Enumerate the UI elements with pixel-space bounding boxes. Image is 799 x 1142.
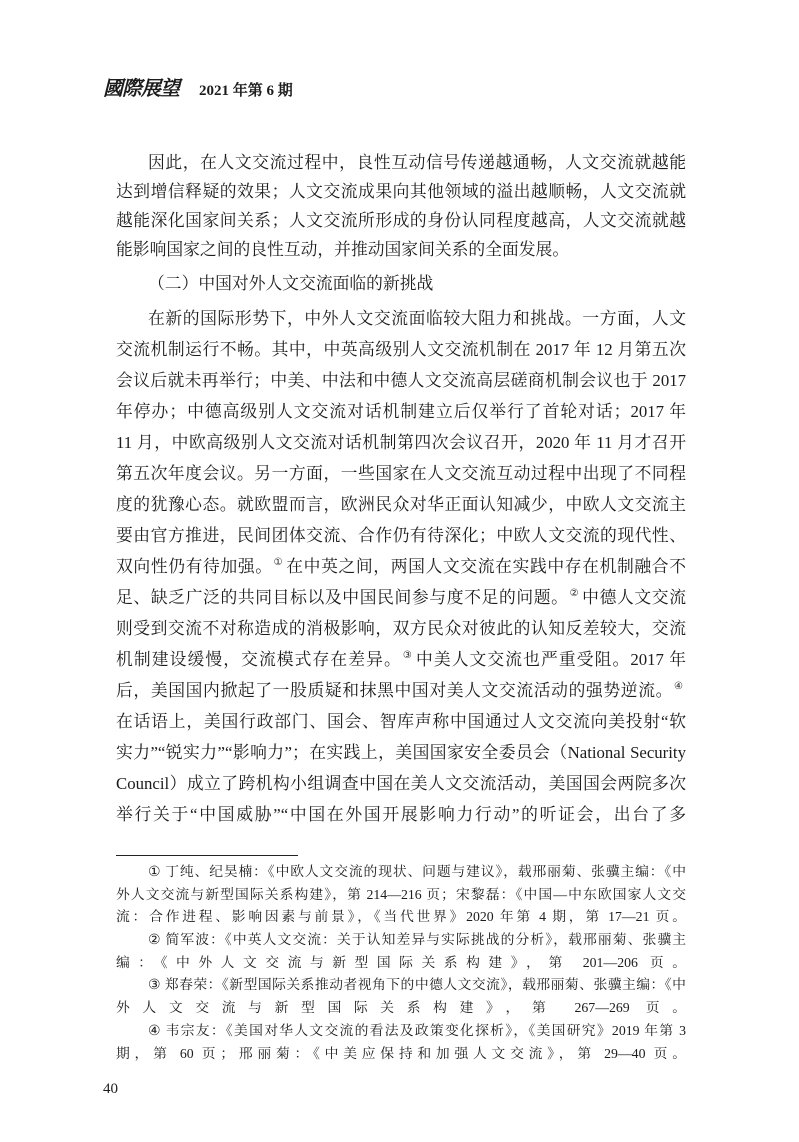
footnote-text: 丁纯、纪昊楠：《中欧人文交流的现状、问题与建议》，载邢丽菊、张骥主编：《中 xyxy=(165,864,686,879)
footnote-line: 期，第 60 页；邢丽菊：《中美应保持和加强人文交流》，第 29—40 页。 xyxy=(116,1045,686,1061)
body-line: 在话语上，美国行政部门、国会、智库声称中国通过人文交流向美投射“软 xyxy=(116,712,686,731)
body-line: 因此，在人文交流过程中，良性互动信号传递越通畅，人文交流就越能 xyxy=(148,153,686,172)
issue-label: 2021 年第 6 期 xyxy=(199,83,293,99)
footnote-line xyxy=(116,861,686,884)
line-text: 双向性仍有待加强。 xyxy=(116,557,273,576)
footnote-line: 编：《中外人文交流与新型国际关系构建》，第 201—206 页。 xyxy=(116,954,686,970)
paragraph xyxy=(116,148,686,264)
body-line: 达到增信释疑的效果；人文交流成果向其他领域的溢出越顺畅，人文交流就 xyxy=(116,182,686,201)
page-number: 40 xyxy=(103,1081,118,1097)
line-text: 中美人文交流也严重受阻。2017 年 xyxy=(415,650,686,669)
body-line xyxy=(116,551,686,582)
footnote-line: 外人文交流与新型国际关系构建》，第 214—216 页；宋黎磊：《中国—中东欧国家人文交 xyxy=(116,886,686,902)
body-line: 会议后就未再举行；中美、中法和中德人文交流高层磋商机制会议也于 2017 xyxy=(116,371,686,390)
paragraph xyxy=(116,303,686,830)
body-line: 年停办；中德高级别人文交流对话机制建立后仅举行了首轮对话；2017 年 xyxy=(116,402,686,421)
body-line xyxy=(116,582,686,613)
footnote-line: 流：合作进程、影响因素与前景》，《当代世界》2020 年第 4 期，第 17—21 页。 xyxy=(116,909,686,925)
line-text: 中德人文交流 xyxy=(582,588,686,607)
footnote-ref-marker: ④ xyxy=(674,681,683,693)
footnote xyxy=(116,1020,686,1065)
body-line xyxy=(116,644,686,675)
footnote-ref-marker: ① xyxy=(273,557,284,569)
footnote-marker: ① xyxy=(148,864,162,879)
journal-logo: 國際展望 xyxy=(103,78,179,100)
article-body xyxy=(116,148,686,830)
footnote-line xyxy=(116,974,686,997)
footnote xyxy=(116,861,686,929)
body-line: 举行关于“中国威胁”“中国在外国开展影响力行动”的听证会，出台了多 xyxy=(116,805,686,824)
body-line: Council）成立了跨机构小组调查中国在美人文交流活动，美国国会两院多次 xyxy=(116,774,686,793)
line-text: 足、缺乏广泛的共同目标以及中国民间参与度不足的问题。 xyxy=(116,588,569,607)
footnote-line xyxy=(116,1020,686,1043)
body-line: 交流机制运行不畅。其中，中英高级别人文交流机制在 2017 年 12 月第五次 xyxy=(116,340,686,359)
footnote-text: 简军波：《中英人文交流：关于认知差异与实际挑战的分析》，载邢丽菊、张骥主 xyxy=(165,932,686,948)
body-line: 度的犹豫心态。就欧盟而言，欧洲民众对华正面认知减少，中欧人文交流主 xyxy=(116,495,686,514)
footnote-ref-marker: ③ xyxy=(402,650,413,662)
body-line: 在新的国际形势下，中外人文交流面临较大阻力和挑战。一方面，人文 xyxy=(148,309,686,328)
line-text: 后，美国国内掀起了一股质疑和抹黑中国对美人文交流活动的强势逆流。 xyxy=(116,681,674,700)
line-text: 机制建设缓慢，交流模式存在差异。 xyxy=(116,650,402,669)
line-text: 在中英之间，两国人文交流在实践中存在机制融合不 xyxy=(286,557,686,576)
body-line: 要由官方推进，民间团体交流、合作仍有待深化；中欧人文交流的现代性、 xyxy=(116,526,686,545)
footnote-marker: ③ xyxy=(148,977,161,993)
body-line: 11 月，中欧高级别人文交流对话机制第四次会议召开，2020 年 11 月才召开 xyxy=(116,433,686,452)
running-header xyxy=(103,76,293,102)
section-heading: （二）中国对外人文交流面临的新挑战 xyxy=(148,274,434,293)
body-line xyxy=(116,675,686,706)
footnote xyxy=(116,929,686,974)
footnote xyxy=(116,974,686,1019)
footnote-text: 韦宗友：《美国对华人文交流的看法及政策变化探析》，《美国研究》2019 年第 3 xyxy=(165,1022,686,1038)
footnote-line: 外人文交流与新型国际关系构建》，第 267—269 页。 xyxy=(116,1000,686,1016)
footnote-text: 郑春荣：《新型国际关系推动者视角下的中德人文交流》，载邢丽菊、张骥主编：《中 xyxy=(164,977,686,993)
footnote-marker: ② xyxy=(148,932,162,948)
body-line: 能影响国家之间的良性互动，并推动国家间关系的全面发展。 xyxy=(116,240,570,259)
body-line: 则受到交流不对称造成的消极影响，双方民众对彼此的认知反差较大，交流 xyxy=(116,619,686,638)
footnotes xyxy=(116,861,686,1065)
body-line: 实力”“锐实力”“影响力”；在实践上，美国国家安全委员会（National Security xyxy=(116,743,686,762)
body-line: 第五次年度会议。另一方面，一些国家在人文交流互动过程中出现了不同程 xyxy=(116,464,686,483)
footnote-marker: ④ xyxy=(148,1022,162,1038)
body-line: 越能深化国家间关系；人文交流所形成的身份认同程度越高，人文交流就越 xyxy=(116,211,686,230)
footnote-line xyxy=(116,929,686,952)
footnote-ref-marker: ② xyxy=(569,588,580,600)
footnote-divider xyxy=(116,855,298,856)
